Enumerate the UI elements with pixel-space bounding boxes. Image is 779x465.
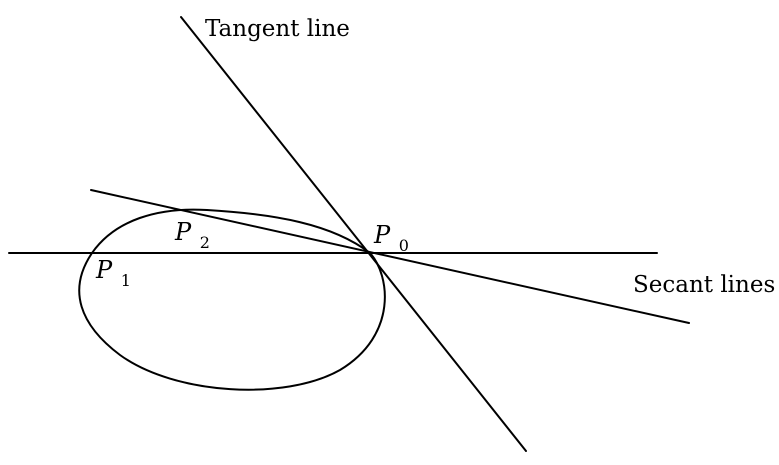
point-p0-base: P xyxy=(374,221,391,249)
secant-lines-label: Secant lines xyxy=(633,272,776,298)
point-p0-label xyxy=(373,221,409,255)
point-p2-subscript: 2 xyxy=(199,233,210,252)
curve-and-lines xyxy=(9,17,689,451)
closed-curve xyxy=(79,210,385,390)
tangent-line xyxy=(181,17,526,451)
point-p0-subscript: 0 xyxy=(398,236,409,255)
point-p2-base: P xyxy=(175,218,192,246)
point-p2-label xyxy=(174,218,210,252)
point-p1-subscript: 1 xyxy=(120,271,131,290)
point-p1-base: P xyxy=(96,256,113,284)
slanted-secant-line xyxy=(91,190,689,323)
tangent-line-label: Tangent line xyxy=(205,16,350,42)
point-p1-label xyxy=(95,256,131,290)
text-labels xyxy=(95,16,775,298)
